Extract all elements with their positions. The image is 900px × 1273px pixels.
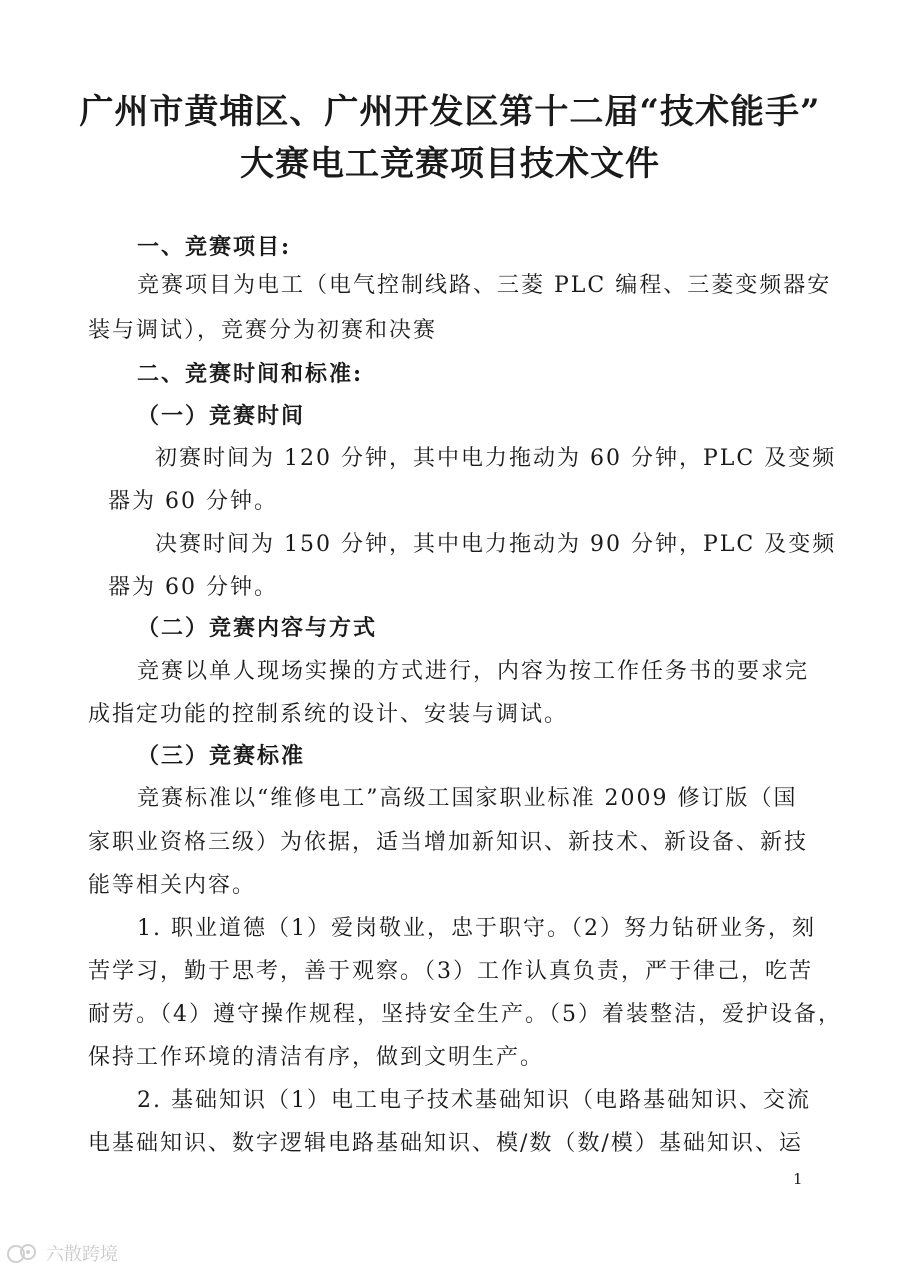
subsection-heading-1: （一）竞赛时间 bbox=[137, 403, 306, 429]
paragraph-line: 竞赛项目为电工（电气控制线路、三菱 PLC 编程、三菱变频器安 bbox=[137, 273, 832, 298]
paragraph-line: 保持工作环境的清洁有序，做到文明生产。 bbox=[88, 1045, 545, 1070]
document-title-line-2: 大赛电工竞赛项目技术文件 bbox=[240, 144, 660, 184]
watermark-text: 六散跨境 bbox=[46, 1244, 118, 1265]
paragraph-line: 苦学习，勤于思考，善于观察。（3）工作认真负责，严于律己，吃苦 bbox=[88, 959, 813, 984]
section-heading-2: 二、竞赛时间和标准: bbox=[137, 361, 364, 387]
document-title-line-1: 广州市黄埔区、广州开发区第十二届“技术能手” bbox=[79, 92, 821, 132]
subsection-heading-2: （二）竞赛内容与方式 bbox=[137, 615, 378, 641]
watermark-logo-icon bbox=[6, 1240, 40, 1266]
paragraph-line: 竞赛以单人现场实操的方式进行，内容为按工作任务书的要求完 bbox=[137, 659, 810, 684]
paragraph-line: 初赛时间为 120 分钟，其中电力拖动为 60 分钟，PLC 及变频 bbox=[155, 446, 837, 471]
paragraph-line: 器为 60 分钟。 bbox=[108, 489, 278, 514]
subsection-heading-3: （三）竞赛标准 bbox=[137, 743, 306, 769]
paragraph-line: 家职业资格三级）为依据，适当增加新知识、新技术、新设备、新技 bbox=[88, 830, 809, 855]
page-number: 1 bbox=[793, 1170, 803, 1188]
paragraph-line: 成指定功能的控制系统的设计、安装与调试。 bbox=[88, 702, 569, 727]
paragraph-line: 竞赛标准以“维修电工”高级工国家职业标准 2009 修订版（国 bbox=[137, 786, 798, 811]
paragraph-line: 2. 基础知识（1）电工电子技术基础知识（电路基础知识、交流 bbox=[137, 1088, 811, 1113]
paragraph-line: 装与调试），竞赛分为初赛和决赛 bbox=[88, 318, 438, 343]
paragraph-line: 器为 60 分钟。 bbox=[108, 575, 278, 600]
watermark bbox=[6, 1240, 118, 1266]
section-heading-1: 一、竞赛项目: bbox=[137, 234, 292, 260]
paragraph-line: 决赛时间为 150 分钟，其中电力拖动为 90 分钟，PLC 及变频 bbox=[155, 532, 837, 557]
paragraph-line: 电基础知识、数字逻辑电路基础知识、模/数（数/模）基础知识、运 bbox=[88, 1131, 803, 1156]
paragraph-line: 1. 职业道德（1）爱岗敬业，忠于职守。（2）努力钻研业务，刻 bbox=[137, 916, 816, 941]
paragraph-line: 能等相关内容。 bbox=[88, 873, 257, 898]
paragraph-line: 耐劳。（4）遵守操作规程，坚持安全生产。（5）着装整洁，爱护设备， bbox=[88, 1002, 842, 1027]
